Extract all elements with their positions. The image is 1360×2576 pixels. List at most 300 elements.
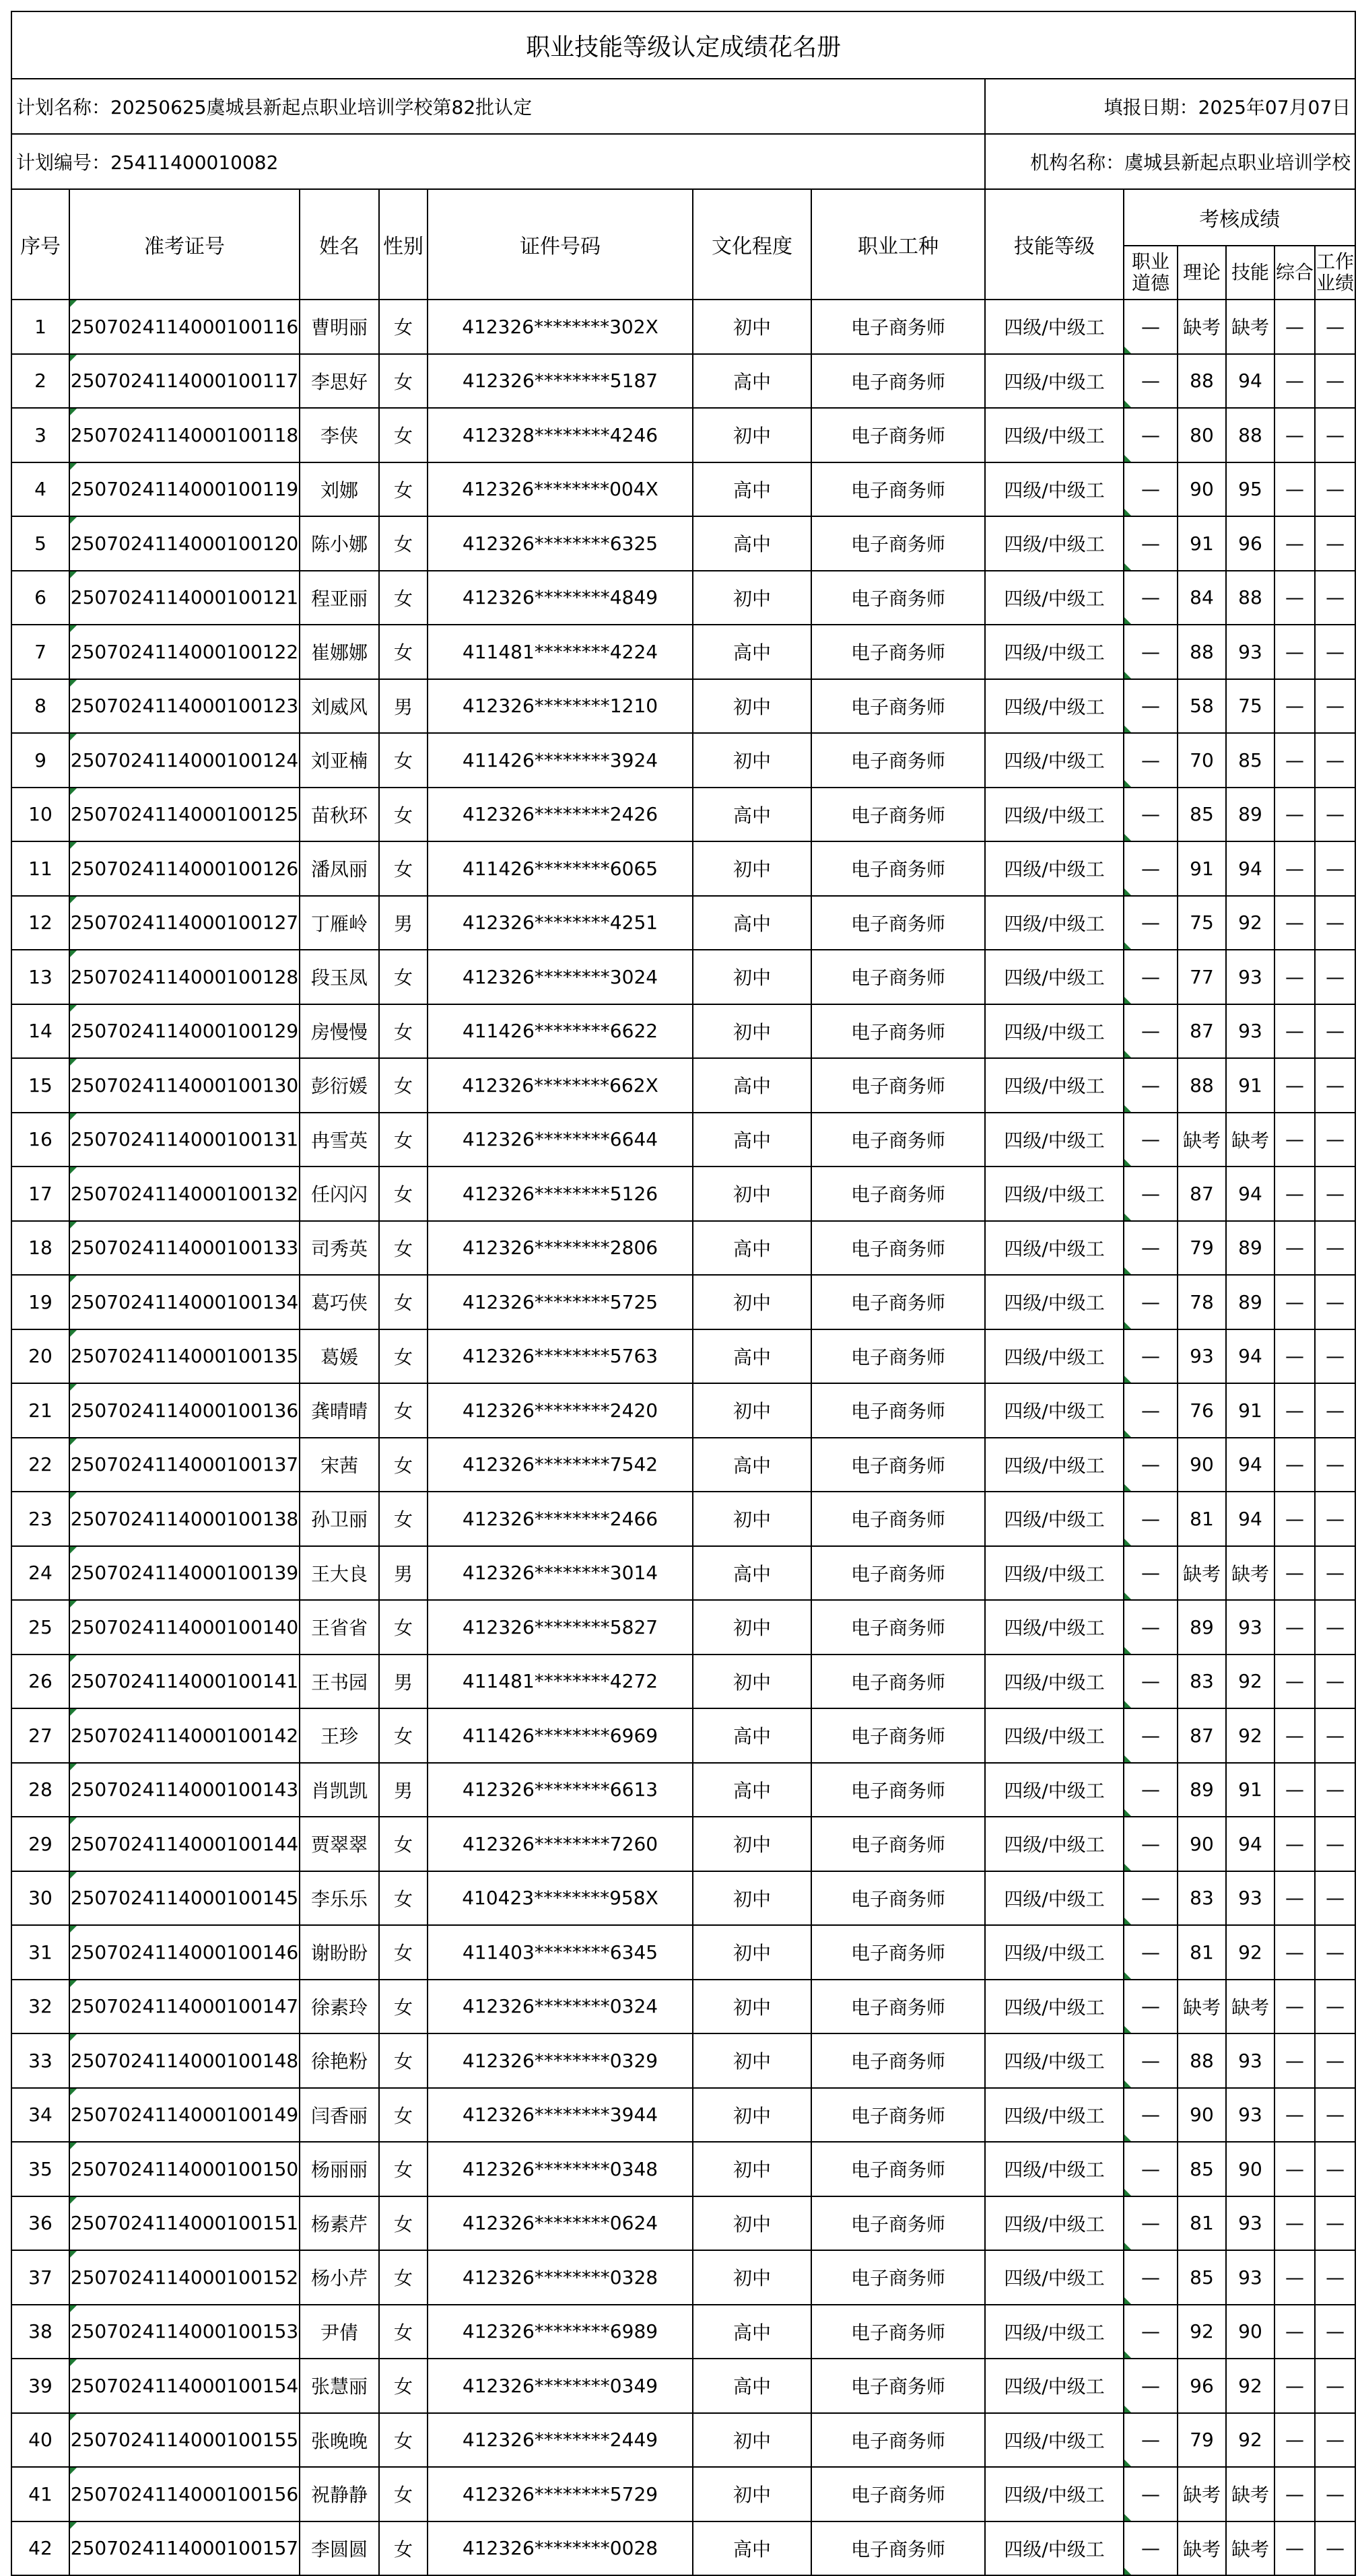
row-skill: 95 <box>1226 462 1274 517</box>
row-work-performance: — <box>1315 408 1355 462</box>
row-gender: 女 <box>379 841 428 896</box>
table-row <box>11 2250 1355 2305</box>
row-skill-level: 四级/中级工 <box>985 516 1124 571</box>
row-seq: 17 <box>11 1167 69 1221</box>
row-ethics: — <box>1124 462 1178 517</box>
row-education: 高中 <box>693 516 811 571</box>
row-ethics: — <box>1124 2250 1178 2305</box>
row-education: 高中 <box>693 1113 811 1167</box>
row-gender: 女 <box>379 950 428 1004</box>
row-ethics: — <box>1124 1600 1178 1655</box>
row-skill-level: 四级/中级工 <box>985 462 1124 517</box>
table-row <box>11 1546 1355 1601</box>
row-occupation: 电子商务师 <box>811 300 985 354</box>
row-ticket: 2507024114000100142 <box>69 1708 300 1763</box>
table-row <box>11 1167 1355 1221</box>
row-education: 初中 <box>693 1004 811 1059</box>
row-id-number: 412326********5725 <box>428 1275 693 1329</box>
row-overall: — <box>1274 1167 1315 1221</box>
row-skill-level: 四级/中级工 <box>985 1925 1124 1980</box>
row-seq: 9 <box>11 733 69 788</box>
row-gender: 女 <box>379 1329 428 1384</box>
row-id-number: 412326********662X <box>428 1058 693 1113</box>
table-row <box>11 679 1355 734</box>
row-overall: — <box>1274 788 1315 842</box>
row-occupation: 电子商务师 <box>811 1004 985 1059</box>
row-theory: 70 <box>1178 733 1226 788</box>
row-gender: 女 <box>379 1221 428 1276</box>
row-name: 杨素芹 <box>300 2196 379 2251</box>
row-overall: — <box>1274 1871 1315 1926</box>
row-ticket: 2507024114000100117 <box>69 354 300 409</box>
row-education: 初中 <box>693 1871 811 1926</box>
row-work-performance: — <box>1315 1113 1355 1167</box>
row-ethics: — <box>1124 950 1178 1004</box>
row-ticket: 2507024114000100136 <box>69 1383 300 1438</box>
table-row <box>11 1058 1355 1113</box>
row-theory: 93 <box>1178 1329 1226 1384</box>
row-skill: 85 <box>1226 733 1274 788</box>
row-ticket: 2507024114000100149 <box>69 2088 300 2143</box>
row-name: 龚晴晴 <box>300 1383 379 1438</box>
row-theory: 85 <box>1178 788 1226 842</box>
row-skill-level: 四级/中级工 <box>985 354 1124 409</box>
row-gender: 女 <box>379 2250 428 2305</box>
row-work-performance: — <box>1315 1980 1355 2034</box>
row-theory: 81 <box>1178 2196 1226 2251</box>
row-name: 徐艳粉 <box>300 2033 379 2088</box>
row-gender: 女 <box>379 1817 428 1871</box>
row-ticket: 2507024114000100122 <box>69 625 300 679</box>
row-seq: 41 <box>11 2467 69 2521</box>
row-ticket: 2507024114000100137 <box>69 1438 300 1492</box>
row-skill-level: 四级/中级工 <box>985 2467 1124 2521</box>
row-overall: — <box>1274 1763 1315 1817</box>
row-occupation: 电子商务师 <box>811 571 985 625</box>
row-ethics: — <box>1124 896 1178 950</box>
row-work-performance: — <box>1315 1492 1355 1546</box>
row-name: 陈小娜 <box>300 516 379 571</box>
row-id-number: 411426********6969 <box>428 1708 693 1763</box>
row-gender: 男 <box>379 1655 428 1709</box>
row-ticket: 2507024114000100123 <box>69 679 300 734</box>
row-name: 贾翠翠 <box>300 1817 379 1871</box>
row-work-performance: — <box>1315 733 1355 788</box>
row-theory: 77 <box>1178 950 1226 1004</box>
table-row <box>11 1763 1355 1817</box>
row-name: 丁雁岭 <box>300 896 379 950</box>
header-ethics: 职业道德 <box>1124 246 1178 300</box>
row-work-performance: — <box>1315 841 1355 896</box>
row-id-number: 412326********5763 <box>428 1329 693 1384</box>
row-skill-level: 四级/中级工 <box>985 896 1124 950</box>
row-gender: 女 <box>379 462 428 517</box>
table-row <box>11 2359 1355 2413</box>
row-overall: — <box>1274 571 1315 625</box>
row-theory: 90 <box>1178 1817 1226 1871</box>
plan-name: 计划名称：20250625虞城县新起点职业培训学校第82批认定 <box>11 79 985 134</box>
table-row <box>11 2033 1355 2088</box>
row-occupation: 电子商务师 <box>811 462 985 517</box>
row-id-number: 410423********958X <box>428 1871 693 1926</box>
row-work-performance: — <box>1315 2033 1355 2088</box>
row-skill: 89 <box>1226 1275 1274 1329</box>
row-ethics: — <box>1124 1058 1178 1113</box>
row-ticket: 2507024114000100125 <box>69 788 300 842</box>
header-work-performance: 工作业绩 <box>1315 246 1355 300</box>
row-ticket: 2507024114000100139 <box>69 1546 300 1601</box>
row-id-number: 412326********0348 <box>428 2142 693 2196</box>
row-theory: 缺考 <box>1178 1546 1226 1601</box>
row-ticket: 2507024114000100146 <box>69 1925 300 1980</box>
row-theory: 90 <box>1178 2088 1226 2143</box>
row-skill: 缺考 <box>1226 2521 1274 2576</box>
row-id-number: 412326********6613 <box>428 1763 693 1817</box>
row-skill-level: 四级/中级工 <box>985 1763 1124 1817</box>
table-row <box>11 788 1355 842</box>
header-overall: 综合 <box>1274 246 1315 300</box>
row-gender: 女 <box>379 2413 428 2468</box>
row-ethics: — <box>1124 571 1178 625</box>
row-seq: 27 <box>11 1708 69 1763</box>
row-theory: 81 <box>1178 1925 1226 1980</box>
row-id-number: 412326********0028 <box>428 2521 693 2576</box>
row-education: 初中 <box>693 950 811 1004</box>
row-skill: 93 <box>1226 2088 1274 2143</box>
row-work-performance: — <box>1315 1546 1355 1601</box>
row-seq: 1 <box>11 300 69 354</box>
row-ticket: 2507024114000100138 <box>69 1492 300 1546</box>
row-id-number: 412326********3944 <box>428 2088 693 2143</box>
row-skill-level: 四级/中级工 <box>985 2196 1124 2251</box>
row-ethics: — <box>1124 1492 1178 1546</box>
row-work-performance: — <box>1315 1600 1355 1655</box>
row-skill: 93 <box>1226 1600 1274 1655</box>
row-gender: 女 <box>379 2142 428 2196</box>
row-ethics: — <box>1124 1383 1178 1438</box>
row-education: 初中 <box>693 2088 811 2143</box>
row-id-number: 412326********5827 <box>428 1600 693 1655</box>
row-gender: 女 <box>379 408 428 462</box>
row-theory: 85 <box>1178 2142 1226 2196</box>
row-ethics: — <box>1124 1221 1178 1276</box>
row-gender: 女 <box>379 2088 428 2143</box>
row-occupation: 电子商务师 <box>811 1817 985 1871</box>
table-row <box>11 1492 1355 1546</box>
row-id-number: 412326********5187 <box>428 354 693 409</box>
table-row <box>11 625 1355 679</box>
table-row <box>11 1980 1355 2034</box>
table-row <box>11 2142 1355 2196</box>
row-theory: 88 <box>1178 354 1226 409</box>
row-overall: — <box>1274 1329 1315 1384</box>
row-id-number: 412326********0328 <box>428 2250 693 2305</box>
row-ticket: 2507024114000100152 <box>69 2250 300 2305</box>
row-work-performance: — <box>1315 625 1355 679</box>
row-skill: 89 <box>1226 1221 1274 1276</box>
row-seq: 12 <box>11 896 69 950</box>
row-work-performance: — <box>1315 300 1355 354</box>
row-ethics: — <box>1124 2413 1178 2468</box>
row-work-performance: — <box>1315 2196 1355 2251</box>
row-gender: 男 <box>379 679 428 734</box>
row-name: 宋茜 <box>300 1438 379 1492</box>
row-occupation: 电子商务师 <box>811 2196 985 2251</box>
row-theory: 84 <box>1178 571 1226 625</box>
row-skill-level: 四级/中级工 <box>985 2142 1124 2196</box>
row-skill: 94 <box>1226 1492 1274 1546</box>
row-occupation: 电子商务师 <box>811 733 985 788</box>
row-theory: 75 <box>1178 896 1226 950</box>
row-id-number: 412326********0349 <box>428 2359 693 2413</box>
row-occupation: 电子商务师 <box>811 1763 985 1817</box>
row-work-performance: — <box>1315 896 1355 950</box>
row-ticket: 2507024114000100128 <box>69 950 300 1004</box>
row-gender: 女 <box>379 2305 428 2359</box>
row-overall: — <box>1274 1817 1315 1871</box>
row-name: 谢盼盼 <box>300 1925 379 1980</box>
row-occupation: 电子商务师 <box>811 2088 985 2143</box>
row-ethics: — <box>1124 841 1178 896</box>
row-overall: — <box>1274 2088 1315 2143</box>
row-skill-level: 四级/中级工 <box>985 950 1124 1004</box>
row-seq: 11 <box>11 841 69 896</box>
row-work-performance: — <box>1315 1329 1355 1384</box>
row-education: 初中 <box>693 2250 811 2305</box>
row-ethics: — <box>1124 2196 1178 2251</box>
row-occupation: 电子商务师 <box>811 1383 985 1438</box>
header-assessment: 考核成绩 <box>1124 189 1355 246</box>
row-ticket: 2507024114000100155 <box>69 2413 300 2468</box>
row-skill-level: 四级/中级工 <box>985 1817 1124 1871</box>
row-ethics: — <box>1124 788 1178 842</box>
row-education: 高中 <box>693 896 811 950</box>
row-theory: 89 <box>1178 1600 1226 1655</box>
row-work-performance: — <box>1315 462 1355 517</box>
row-theory: 78 <box>1178 1275 1226 1329</box>
row-occupation: 电子商务师 <box>811 2359 985 2413</box>
row-overall: — <box>1274 1546 1315 1601</box>
row-ethics: — <box>1124 2033 1178 2088</box>
row-id-number: 412326********0324 <box>428 1980 693 2034</box>
row-overall: — <box>1274 1383 1315 1438</box>
row-name: 崔娜娜 <box>300 625 379 679</box>
table-row <box>11 896 1355 950</box>
row-education: 初中 <box>693 1655 811 1709</box>
row-work-performance: — <box>1315 354 1355 409</box>
row-overall: — <box>1274 841 1315 896</box>
row-education: 初中 <box>693 2196 811 2251</box>
row-occupation: 电子商务师 <box>811 2467 985 2521</box>
row-work-performance: — <box>1315 1817 1355 1871</box>
row-ticket: 2507024114000100134 <box>69 1275 300 1329</box>
row-id-number: 412326********7260 <box>428 1817 693 1871</box>
row-gender: 女 <box>379 1600 428 1655</box>
row-skill-level: 四级/中级工 <box>985 300 1124 354</box>
row-seq: 8 <box>11 679 69 734</box>
row-ticket: 2507024114000100154 <box>69 2359 300 2413</box>
row-overall: — <box>1274 679 1315 734</box>
row-gender: 女 <box>379 300 428 354</box>
row-education: 高中 <box>693 2521 811 2576</box>
row-skill: 92 <box>1226 896 1274 950</box>
row-ticket: 2507024114000100156 <box>69 2467 300 2521</box>
row-theory: 76 <box>1178 1383 1226 1438</box>
row-work-performance: — <box>1315 2413 1355 2468</box>
row-name: 王书园 <box>300 1655 379 1709</box>
row-occupation: 电子商务师 <box>811 2142 985 2196</box>
row-name: 潘凤丽 <box>300 841 379 896</box>
row-seq: 38 <box>11 2305 69 2359</box>
row-theory: 88 <box>1178 2033 1226 2088</box>
row-education: 初中 <box>693 841 811 896</box>
row-theory: 90 <box>1178 1438 1226 1492</box>
row-overall: — <box>1274 1708 1315 1763</box>
row-skill: 94 <box>1226 1329 1274 1384</box>
row-gender: 女 <box>379 354 428 409</box>
row-occupation: 电子商务师 <box>811 2250 985 2305</box>
row-gender: 女 <box>379 2467 428 2521</box>
row-skill-level: 四级/中级工 <box>985 2359 1124 2413</box>
row-skill: 93 <box>1226 1871 1274 1926</box>
row-ethics: — <box>1124 1763 1178 1817</box>
row-occupation: 电子商务师 <box>811 841 985 896</box>
row-ethics: — <box>1124 1167 1178 1221</box>
row-skill: 88 <box>1226 571 1274 625</box>
row-education: 初中 <box>693 679 811 734</box>
row-name: 葛巧侠 <box>300 1275 379 1329</box>
row-occupation: 电子商务师 <box>811 1708 985 1763</box>
row-ethics: — <box>1124 1004 1178 1059</box>
row-name: 任闪闪 <box>300 1167 379 1221</box>
table-row <box>11 2305 1355 2359</box>
row-name: 刘威风 <box>300 679 379 734</box>
row-ticket: 2507024114000100129 <box>69 1004 300 1059</box>
row-work-performance: — <box>1315 2467 1355 2521</box>
row-seq: 15 <box>11 1058 69 1113</box>
row-gender: 女 <box>379 571 428 625</box>
row-work-performance: — <box>1315 1167 1355 1221</box>
row-skill: 92 <box>1226 1655 1274 1709</box>
row-work-performance: — <box>1315 1383 1355 1438</box>
row-education: 初中 <box>693 1275 811 1329</box>
row-overall: — <box>1274 733 1315 788</box>
fill-date: 填报日期：2025年07月07日 <box>985 79 1355 134</box>
row-occupation: 电子商务师 <box>811 788 985 842</box>
row-theory: 79 <box>1178 2413 1226 2468</box>
row-ethics: — <box>1124 2142 1178 2196</box>
row-overall: — <box>1274 2142 1315 2196</box>
row-name: 程亚丽 <box>300 571 379 625</box>
row-occupation: 电子商务师 <box>811 2033 985 2088</box>
row-gender: 男 <box>379 1546 428 1601</box>
row-id-number: 412326********2426 <box>428 788 693 842</box>
row-seq: 5 <box>11 516 69 571</box>
row-ticket: 2507024114000100118 <box>69 408 300 462</box>
row-ticket: 2507024114000100153 <box>69 2305 300 2359</box>
row-overall: — <box>1274 462 1315 517</box>
row-overall: — <box>1274 896 1315 950</box>
row-occupation: 电子商务师 <box>811 408 985 462</box>
row-overall: — <box>1274 1275 1315 1329</box>
row-gender: 女 <box>379 1167 428 1221</box>
table-row <box>11 1275 1355 1329</box>
row-name: 徐素玲 <box>300 1980 379 2034</box>
row-overall: — <box>1274 2033 1315 2088</box>
row-ethics: — <box>1124 1438 1178 1492</box>
table-row <box>11 300 1355 354</box>
row-theory: 88 <box>1178 1058 1226 1113</box>
row-occupation: 电子商务师 <box>811 1329 985 1384</box>
row-education: 高中 <box>693 462 811 517</box>
row-theory: 89 <box>1178 1763 1226 1817</box>
row-overall: — <box>1274 300 1315 354</box>
row-overall: — <box>1274 354 1315 409</box>
row-gender: 女 <box>379 2521 428 2576</box>
row-name: 李思好 <box>300 354 379 409</box>
row-skill: 93 <box>1226 1004 1274 1059</box>
row-seq: 19 <box>11 1275 69 1329</box>
row-theory: 87 <box>1178 1167 1226 1221</box>
row-gender: 女 <box>379 1708 428 1763</box>
row-seq: 22 <box>11 1438 69 1492</box>
row-theory: 87 <box>1178 1708 1226 1763</box>
row-ethics: — <box>1124 1925 1178 1980</box>
row-id-number: 412326********5729 <box>428 2467 693 2521</box>
org-name: 机构名称：虞城县新起点职业培训学校 <box>985 134 1355 189</box>
row-education: 高中 <box>693 2305 811 2359</box>
row-id-number: 412326********6644 <box>428 1113 693 1167</box>
row-skill: 93 <box>1226 2033 1274 2088</box>
row-skill: 94 <box>1226 354 1274 409</box>
row-id-number: 412326********6989 <box>428 2305 693 2359</box>
row-ticket: 2507024114000100119 <box>69 462 300 517</box>
row-gender: 女 <box>379 1925 428 1980</box>
row-overall: — <box>1274 950 1315 1004</box>
row-name: 苗秋环 <box>300 788 379 842</box>
row-work-performance: — <box>1315 1708 1355 1763</box>
row-ethics: — <box>1124 2467 1178 2521</box>
row-education: 高中 <box>693 1329 811 1384</box>
row-occupation: 电子商务师 <box>811 1438 985 1492</box>
row-theory: 83 <box>1178 1655 1226 1709</box>
table-row <box>11 571 1355 625</box>
row-gender: 女 <box>379 788 428 842</box>
row-skill: 缺考 <box>1226 1113 1274 1167</box>
row-work-performance: — <box>1315 788 1355 842</box>
row-theory: 缺考 <box>1178 1980 1226 2034</box>
row-seq: 31 <box>11 1925 69 1980</box>
row-skill: 88 <box>1226 408 1274 462</box>
row-id-number: 412326********2466 <box>428 1492 693 1546</box>
row-occupation: 电子商务师 <box>811 1871 985 1926</box>
row-skill: 缺考 <box>1226 1980 1274 2034</box>
header-occupation: 职业工种 <box>811 189 985 300</box>
row-skill-level: 四级/中级工 <box>985 1275 1124 1329</box>
row-name: 彭衍媛 <box>300 1058 379 1113</box>
table-row <box>11 1383 1355 1438</box>
row-theory: 85 <box>1178 2250 1226 2305</box>
table-row <box>11 462 1355 517</box>
row-occupation: 电子商务师 <box>811 2521 985 2576</box>
row-gender: 女 <box>379 1438 428 1492</box>
row-ethics: — <box>1124 300 1178 354</box>
row-id-number: 411481********4224 <box>428 625 693 679</box>
table-row <box>11 1871 1355 1926</box>
header-seq: 序号 <box>11 189 69 300</box>
table-row <box>11 1655 1355 1709</box>
row-gender: 女 <box>379 625 428 679</box>
